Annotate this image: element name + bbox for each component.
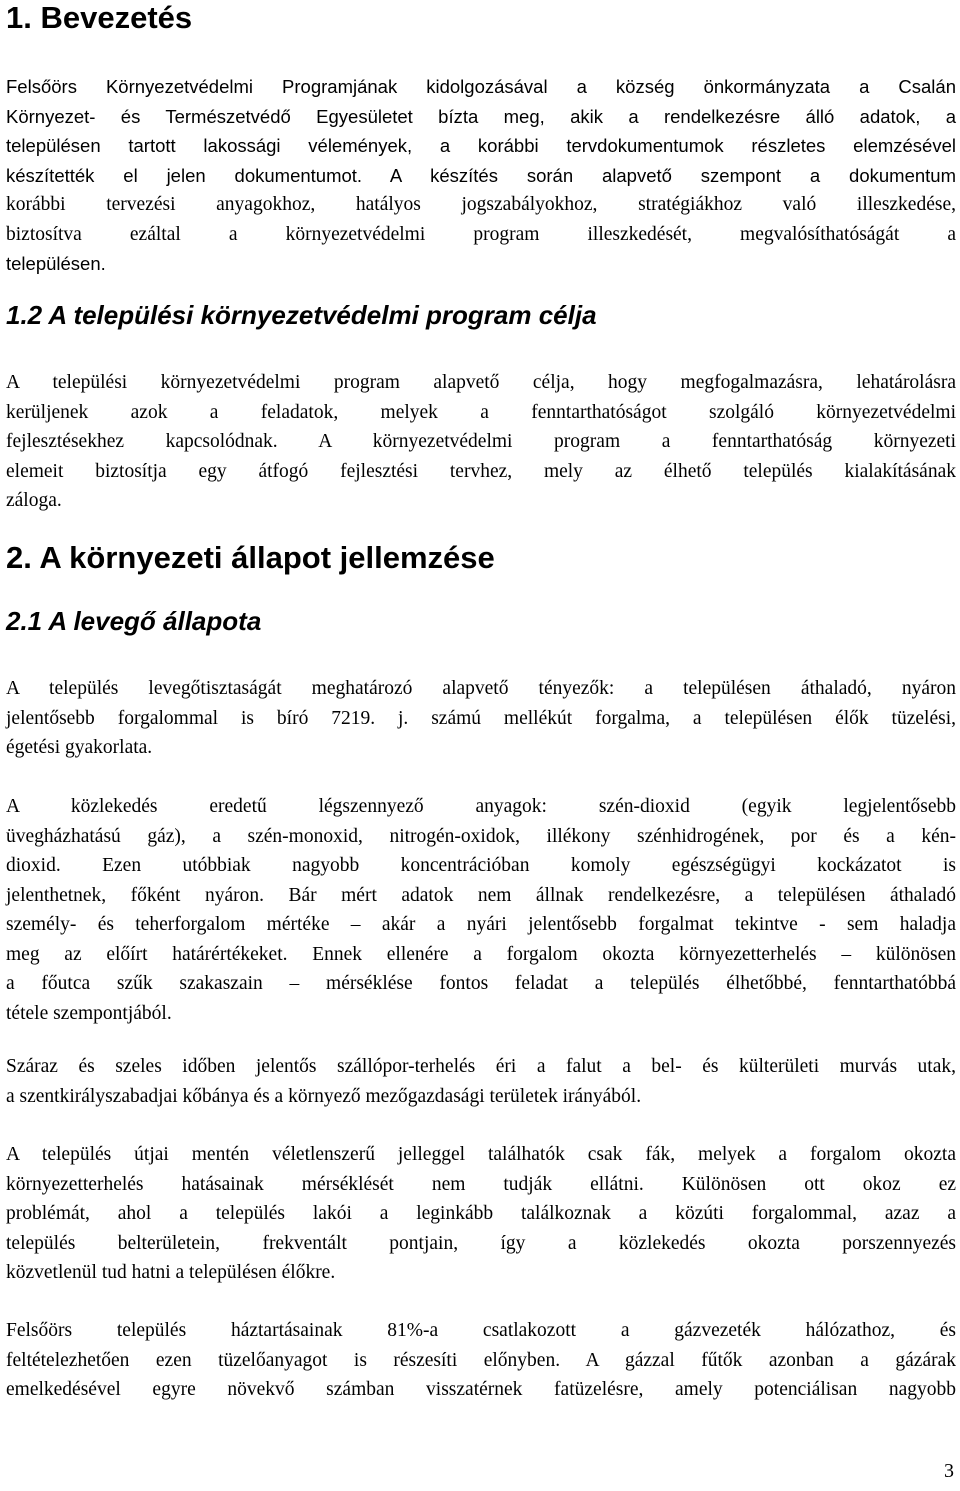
air-paragraph-5 bbox=[6, 1316, 956, 1405]
text-line: kerüljenek azok a feladatok, melyek a fenntarthatóságot szolgáló környezetvédelmi bbox=[6, 401, 956, 423]
text-line: elemeit biztosítja egy átfogó fejlesztési tervhez, mely az élhető település kialakításának bbox=[6, 460, 956, 482]
text-line: személy- és teherforgalom mértéke – akár a nyári jelentősebb forgalmat tekintve - sem haladja bbox=[6, 914, 956, 935]
text-line: emelkedésével egyre növekvő számban visszatérnek fatüzelésre, amely potenciálisan nagyobb bbox=[6, 1379, 956, 1400]
text-line: A település útjai mentén véletlenszerű jelleggel találhatók csak fák, melyek a forgalom okozta bbox=[6, 1144, 956, 1165]
text-line: Felsőörs Környezetvédelmi Programjának kidolgozásával a község önkormányzata a Csalán bbox=[6, 76, 956, 97]
text-line: A települési környezetvédelmi program alapvető célja, hogy megfogalmazásra, lehatárolásra bbox=[6, 372, 956, 393]
text-line: településen tartott lakossági vélemények, a korábbi tervdokumentumok részletes elemzésével bbox=[6, 135, 956, 156]
text-line: korábbi tervezési anyagokhoz, hatályos jogszabályokhoz, stratégiákhoz való illeszkedése, bbox=[6, 194, 956, 215]
text-line: Környezet- és Természetvédő Egyesületet bízta meg, akik a rendelkezésre álló adatok, a bbox=[6, 105, 956, 127]
text-line: A település levegőtisztaságát meghatározó alapvető tényezők: a településen áthaladó, nyáron bbox=[6, 678, 956, 699]
text-line: a szentkirályszabadjai kőbánya és a környező mezőgazdasági területek irányából. bbox=[6, 1085, 642, 1107]
text-line: A közlekedés eredetű légszennyező anyagok: szén-dioxid (egyik legjelentősebb bbox=[6, 796, 956, 817]
air-paragraph-2 bbox=[6, 792, 956, 1028]
text-line: jelentősebb forgalommal is bíró 7219. j. számú mellékút forgalma, a településen élők tüzelési, bbox=[6, 707, 956, 729]
text-line: a főutca szűk szakaszain – mérséklése fontos feladat a település élhetőbbé, fenntarthatóbbá bbox=[6, 973, 956, 994]
air-paragraph-4 bbox=[6, 1140, 956, 1288]
text-line bbox=[6, 161, 956, 191]
text-line: jelenthetnek, főként nyáron. Bár mért adatok nem állnak rendelkezésre, a településen áthaladó bbox=[6, 884, 956, 906]
air-paragraph-1 bbox=[6, 674, 956, 763]
text-line: égetési gyakorlata. bbox=[6, 737, 153, 758]
goal-paragraph bbox=[6, 368, 956, 516]
text-line: Száraz és szeles időben jelentős szállópor-terhelés éri a falut a bel- és külterületi murvás utak, bbox=[6, 1056, 956, 1077]
heading-program-celja: 1.2 A települési környezetvédelmi program célja bbox=[6, 300, 597, 330]
text-line: település belterületein, frekventált pontjain, így a közlekedés okozta porszennyezés bbox=[6, 1232, 956, 1254]
text-line: feltételezhetően ezen tüzelőanyagot is részesíti előnyben. A gázzal fűtők azonban a gázárak bbox=[6, 1349, 956, 1371]
air-paragraph-3 bbox=[6, 1052, 956, 1111]
text-line: problémát, ahol a település lakói a leginkább találkoznak a közúti forgalommal, azaz a bbox=[6, 1203, 956, 1224]
page-number: 3 bbox=[944, 1460, 954, 1482]
text-line: környezetterhelés hatásainak mérséklését nem tudják ellátni. Különösen ott okoz ez bbox=[6, 1173, 956, 1195]
text-line: meg az előírt határértékeket. Ennek ellenére a forgalom okozta környezetterhelés – különösen bbox=[6, 943, 956, 965]
text-line: Felsőörs település háztartásainak 81%-a csatlakozott a gázvezeték hálózathoz, és bbox=[6, 1320, 956, 1341]
text-line: tétele szempontjából. bbox=[6, 1002, 172, 1024]
text-line: településen. bbox=[6, 253, 106, 274]
intro-paragraph bbox=[6, 72, 956, 279]
heading-bevezetes: 1. Bevezetés bbox=[6, 0, 193, 35]
heading-levego-allapota: 2.1 A levegő állapota bbox=[6, 606, 262, 636]
heading-kornyezeti-allapot: 2. A környezeti állapot jellemzése bbox=[6, 540, 495, 575]
text-line: üvegházhatású gáz), a szén-monoxid, nitrogén-oxidok, illékony szénhidrogének, por és a kén- bbox=[6, 825, 956, 847]
text-line: közvetlenül tud hatni a településen élőkre. bbox=[6, 1262, 336, 1283]
text-line: dioxid. Ezen utóbbiak nagyobb koncentrációban komoly egészségügyi kockázatot is bbox=[6, 855, 956, 876]
text-line: biztosítva ezáltal a környezetvédelmi program illeszkedését, megvalósíthatóságát a bbox=[6, 223, 956, 245]
text-segment: készítették el jelen dokumentumot. A készítés során alapvető szempont a dokumentum bbox=[6, 164, 956, 186]
text-line: fejlesztésekhez kapcsolódnak. A környezetvédelmi program a fenntarthatóság környezeti bbox=[6, 431, 956, 452]
text-line: záloga. bbox=[6, 490, 62, 511]
